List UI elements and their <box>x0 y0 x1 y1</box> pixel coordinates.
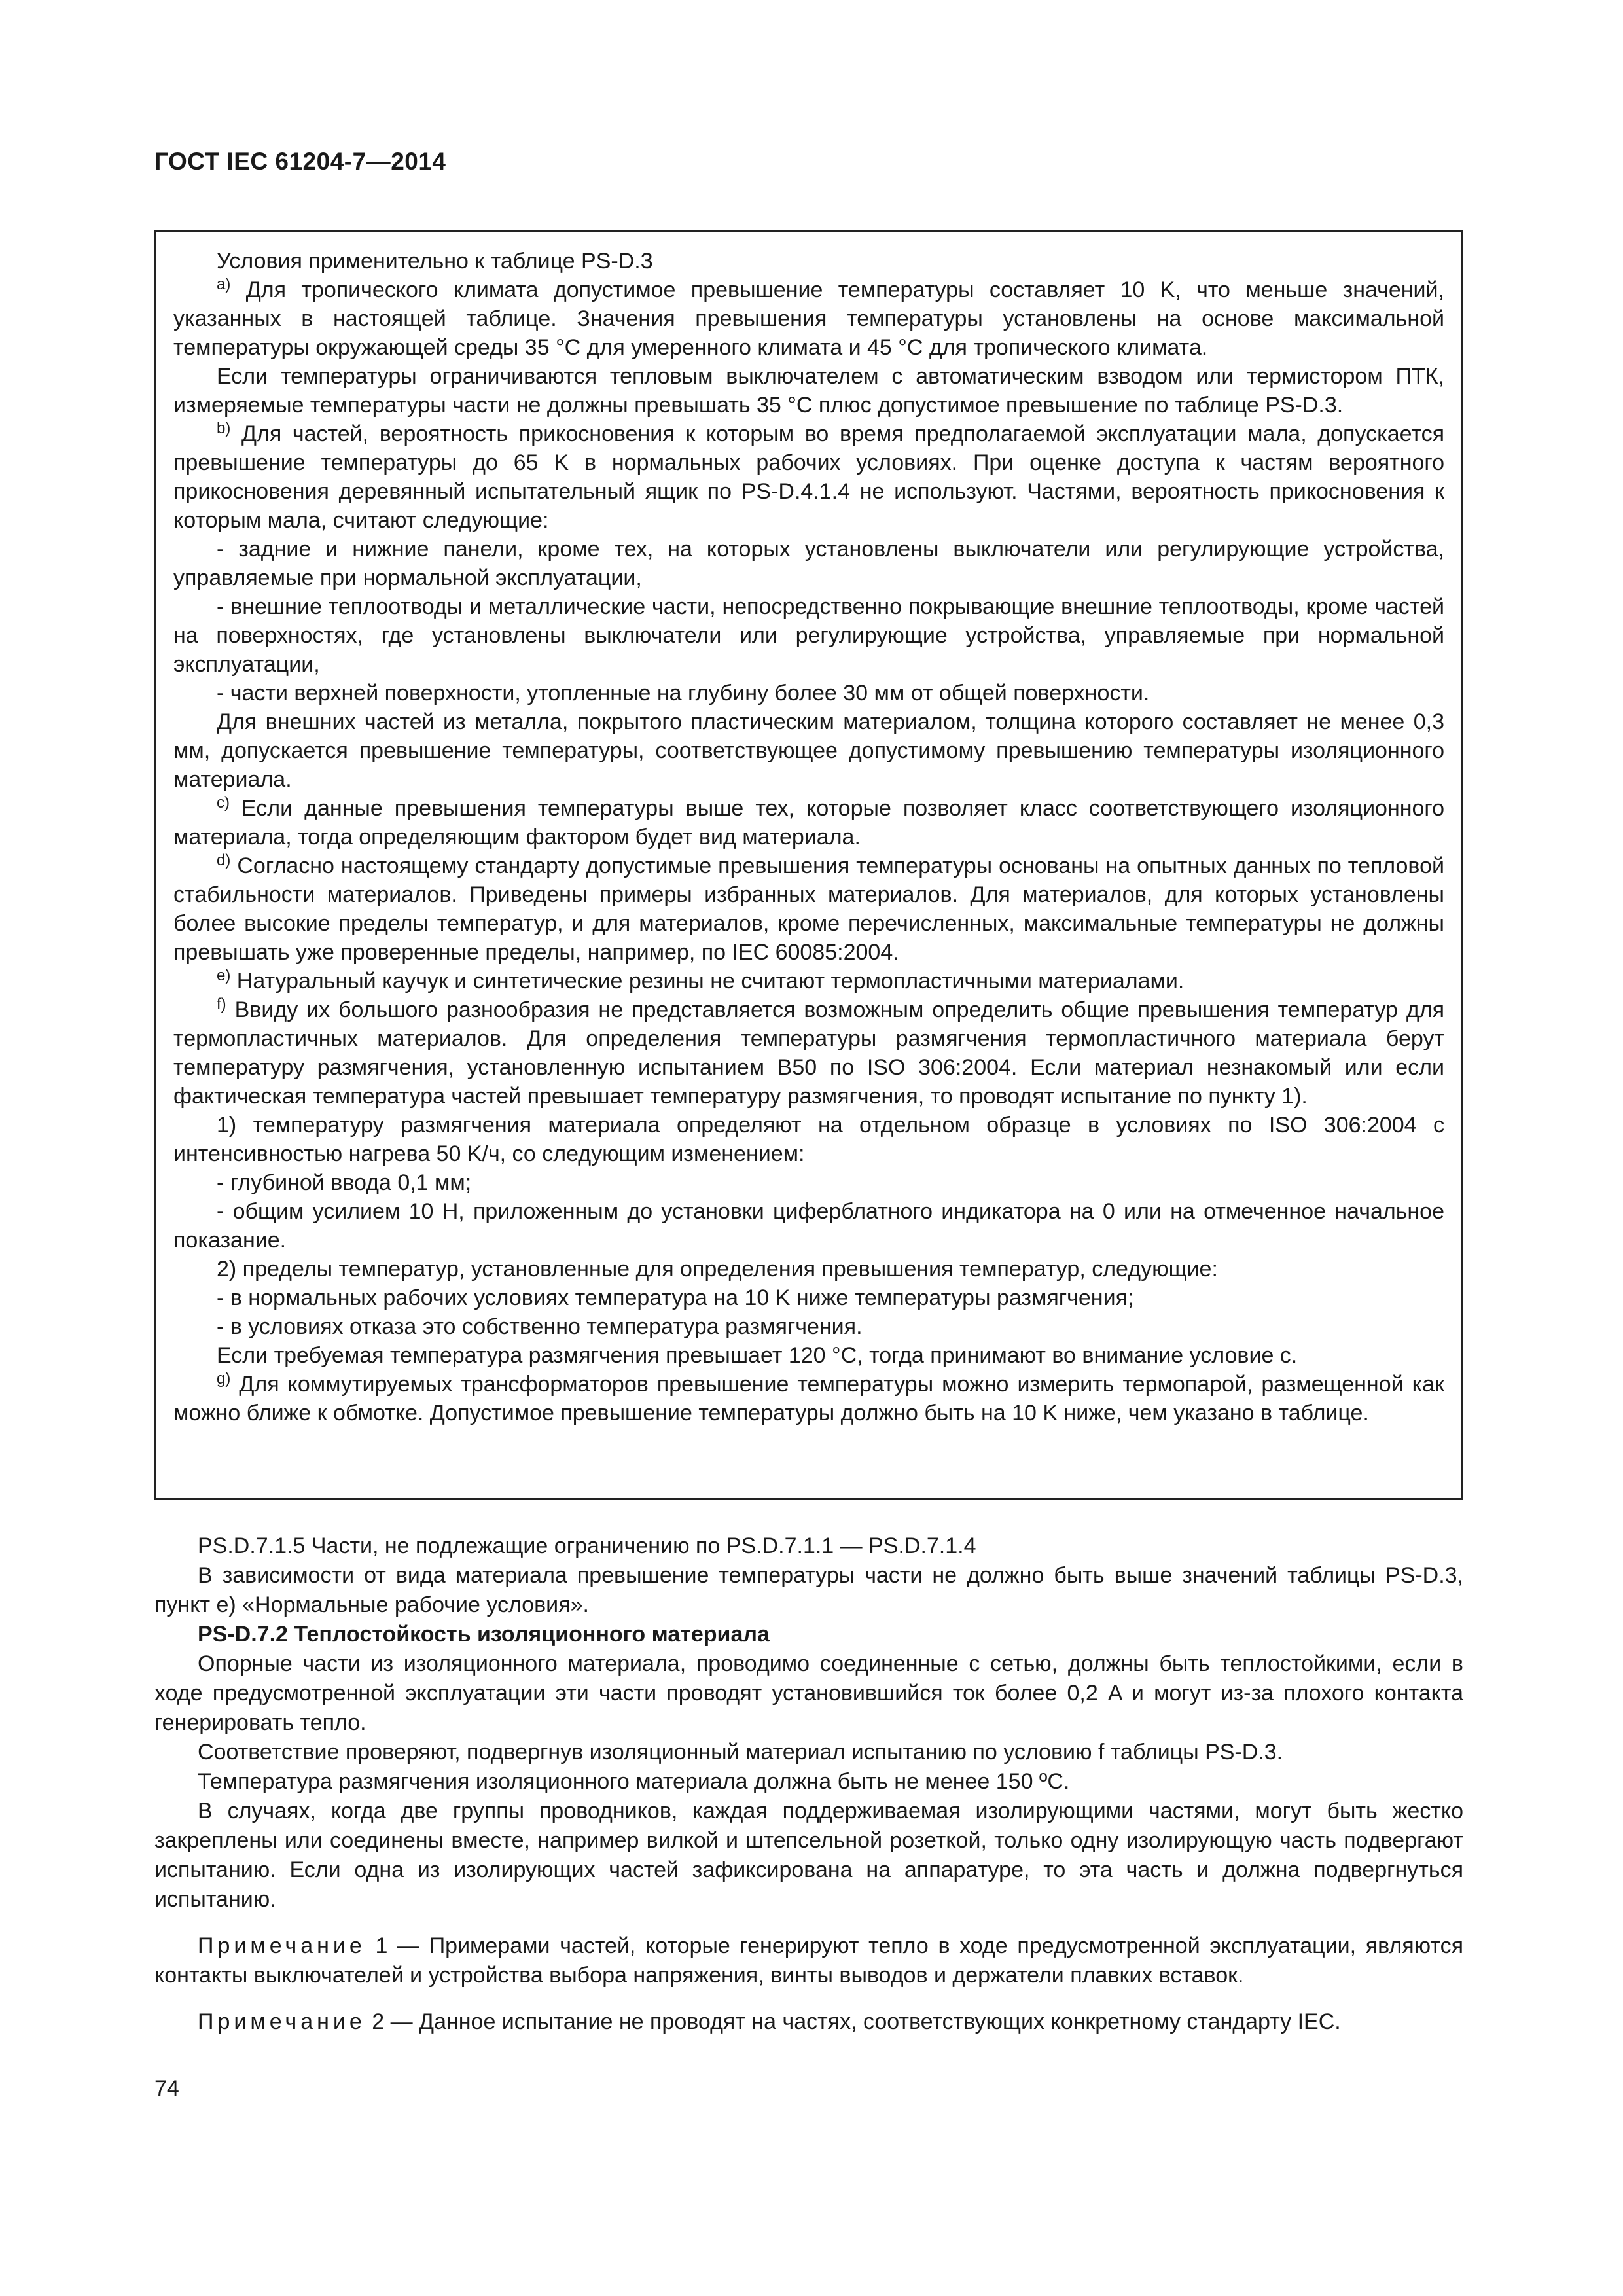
notes-title: Условия применительно к таблице PS-D.3 <box>217 249 653 274</box>
note-a-text: Для тропического климата допустимое превышение температуры составляет 10 K, что меньше значений, указанных в настоящей таблице. Значения превышения температуры установлены на основе максимальной температуры окружающей среды 35 °С для умеренного климата и 45 °С для тропического климата. <box>173 278 1444 360</box>
note-b-item1: - задние и нижние панели, кроме тех, на которых установлены выключатели или регулирующие устройства, управляемые при нормальной эксплуатации, <box>173 537 1444 590</box>
note-2-label: Примечание <box>198 2009 366 2034</box>
note-1-text: 1 — Примерами частей, которые генерируют тепло в ходе предусмотренной эксплуатации, являются контакты выключателей и устройства выбора напряжения, винты выводов и держатели плавких вставок. <box>154 1933 1463 1988</box>
note-a-text2: Если температуры ограничиваются тепловым выключателем с автоматическим взводом или термистором ПТК, измеряемые температуры части не должны превышать 35 °С плюс допустимое превышение по таблице PS-D.3. <box>173 364 1444 418</box>
note-g-text: Для коммутируемых трансформаторов превышение температуры можно измерить термопарой, размещенной как можно ближе к обмотке. Допустимое превышение температуры должно быть на 10 K ниже, чем указано в таблице. <box>173 1372 1444 1426</box>
note-g <box>173 1370 1444 1427</box>
note-f <box>173 996 1444 1111</box>
note-d-text: Согласно настоящему стандарту допустимые превышения температуры основаны на опытных данных по тепловой стабильности материалов. Приведены примеры избранных материалов. Для материалов, для которых установлены более высокие пределы температур, и для материалов, кроме перечисленных, максимальные температуры не должны превышать уже проверенные пределы, например, по IEC 60085:2004. <box>173 853 1444 965</box>
clause-7-2-heading: PS-D.7.2 Теплостойкость изоляционного материала <box>198 1622 770 1647</box>
note-b-text: Для частей, вероятность прикосновения к которым во время предполагаемой эксплуатации мала, допускается превышение температуры до 65 K в нормальных рабочих условиях. При оценке доступа к частям вероятного прикосновения деревянный испытательный ящик по PS-D.4.1.4 не используют. Частями, вероятность прикосновения к которым мала, считают следующие: <box>173 422 1444 533</box>
note-a-mark: a) <box>217 276 231 293</box>
clause-7-2-para3: Температура размягчения изоляционного материала должна быть не менее 150 ºС. <box>198 1769 1070 1794</box>
note-f-item1: 1) температуру размягчения материала определяют на отдельном образце в условиях по ISO 306:2004 с интенсивностью нагрева 50 K/ч, со следующим изменением: <box>173 1113 1444 1166</box>
note-e <box>173 967 1444 996</box>
note-f-text: Ввиду их большого разнообразия не представляется возможным определить общие превышения температур для термопластичных материалов. Для определения температуры размягчения термопластичного материала берут температуру размягчения, установленную испытанием B50 по ISO 306:2004. Если материал незнакомый или если фактическая температура частей превышает температуру размягчения, то проводят испытание по пункту 1). <box>173 997 1444 1109</box>
note-f-item1b: - общим усилием 10 Н, приложенным до установки циферблатного индикатора на 0 или на отмеченное начальное показание. <box>173 1199 1444 1253</box>
note-1 <box>154 1931 1463 1990</box>
clause-7-1-5-heading: PS.D.7.1.5 Части, не подлежащие ограничению по PS.D.7.1.1 — PS.D.7.1.4 <box>198 1534 976 1558</box>
note-c-text: Если данные превышения температуры выше тех, которые позволяет класс соответствующего изоляционного материала, тогда определяющим фактором будет вид материала. <box>173 796 1444 850</box>
note-f-mark: f) <box>217 996 226 1013</box>
note-c-mark: c) <box>217 794 230 812</box>
note-g-mark: g) <box>217 1370 231 1388</box>
note-2-text: 2 — Данное испытание не проводят на частях, соответствующих конкретному стандарту IEC. <box>372 2009 1341 2034</box>
page-number: 74 <box>154 2076 179 2101</box>
note-c <box>173 794 1444 852</box>
note-2 <box>154 2007 1463 2037</box>
note-d-mark: d) <box>217 852 231 869</box>
note-e-text: Натуральный каучук и синтетические резины не считают термопластичными материалами. <box>236 969 1185 994</box>
note-a <box>173 276 1444 362</box>
note-b-mark: b) <box>217 420 231 437</box>
note-1-label: Примечание <box>198 1933 366 1958</box>
note-b-text2: Для внешних частей из металла, покрытого пластическим материалом, толщина которого составляет не менее 0,3 мм, допускается превышение температуры, соответствующее допустимому превышению температуры изоляционного материала. <box>173 709 1444 792</box>
note-f-text2: Если требуемая температура размягчения превышает 120 °С, тогда принимают во внимание условие с. <box>217 1343 1298 1368</box>
main-text <box>154 1532 1463 2037</box>
clause-7-2-para2: Соответствие проверяют, подвергнув изоляционный материал испытанию по условию f таблицы PS-D.3. <box>198 1740 1283 1765</box>
note-f-item2a: - в нормальных рабочих условиях температура на 10 K ниже температуры размягчения; <box>217 1285 1134 1310</box>
note-b-item2: - внешние теплоотводы и металлические части, непосредственно покрывающие внешние теплоотводы, кроме частей на поверхностях, где установлены выключатели или регулирующие устройства, управляемые при нормальной эксплуатации, <box>173 594 1444 677</box>
clause-7-2-para4: В случаях, когда две группы проводников, каждая поддерживаемая изолирующими частями, могут быть жестко закреплены или соединены вместе, например вилкой и штепсельной розеткой, только одну изолирующую часть подвергают испытанию. Если одна из изолирующих частей зафиксирована на аппаратуре, то эта часть и должна подвергнуться испытанию. <box>154 1799 1463 1912</box>
note-d <box>173 852 1444 967</box>
note-b-item3: - части верхней поверхности, утопленные на глубину более 30 мм от общей поверхности. <box>217 681 1150 706</box>
note-f-item2: 2) пределы температур, установленные для определения превышения температур, следующие: <box>217 1257 1218 1282</box>
clause-7-1-5-text: В зависимости от вида материала превышение температуры части не должно быть выше значений таблицы PS-D.3, пункт е) «Нормальные рабочие условия». <box>154 1563 1463 1617</box>
table-notes-box <box>154 230 1463 1500</box>
note-e-mark: e) <box>217 967 231 984</box>
note-f-item2b: - в условиях отказа это собственно температура размягчения. <box>217 1314 863 1339</box>
note-f-item1a: - глубиной ввода 0,1 мм; <box>217 1170 472 1195</box>
document-header: ГОСТ IEC 61204-7—2014 <box>154 148 446 175</box>
note-b <box>173 420 1444 535</box>
clause-7-2-para1: Опорные части из изоляционного материала, проводимо соединенные с сетью, должны быть теплостойкими, если в ходе предусмотренной эксплуатации эти части проводят установившийся ток более 0,2 A и могут из-за плохого контакта генерировать тепло. <box>154 1651 1463 1735</box>
